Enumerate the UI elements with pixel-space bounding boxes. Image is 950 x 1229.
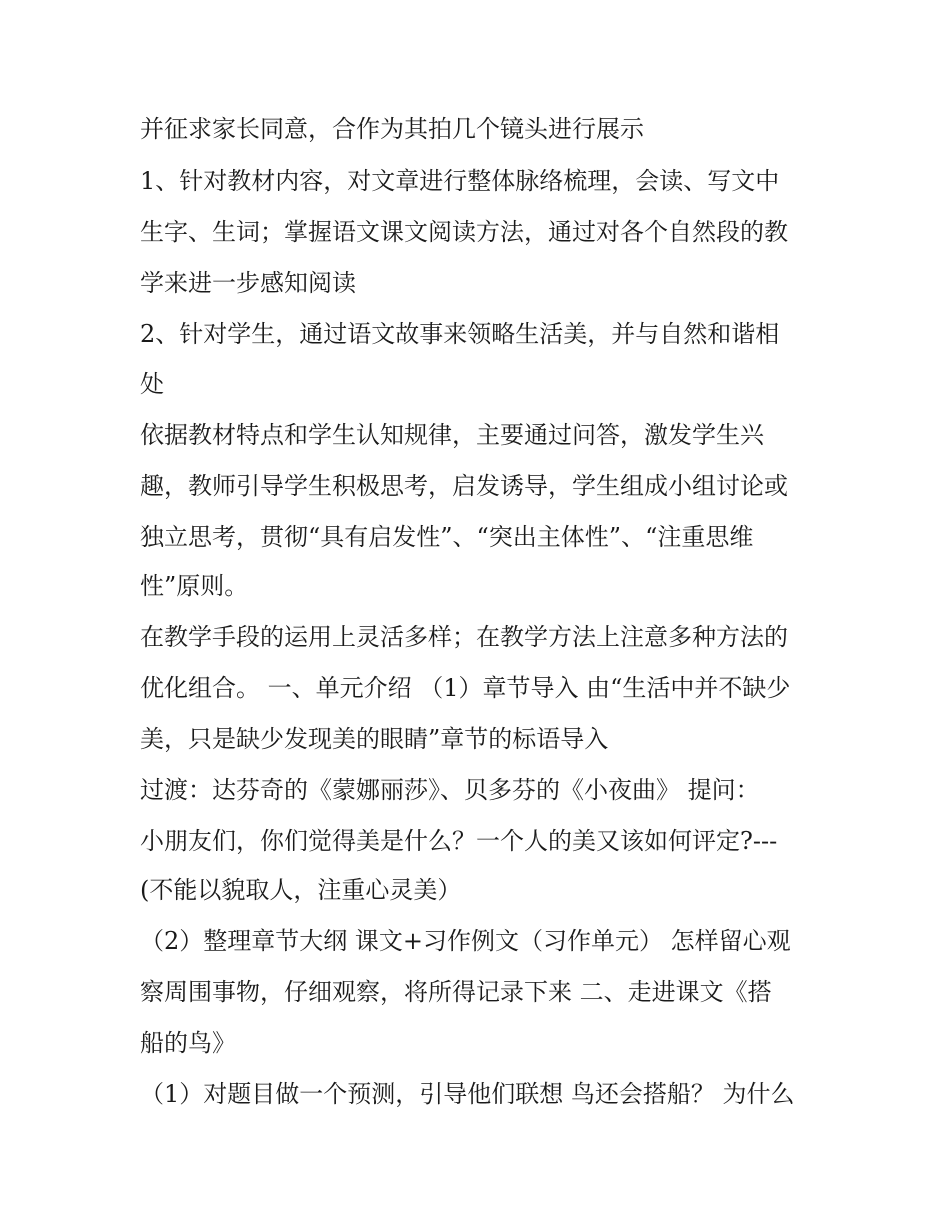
- text-line: 独立思考，贯彻“具有启发性”、“突出主体性”、“注重思维: [140, 523, 754, 551]
- text-line: 2、针对学生，通过语文故事来领略生活美，并与自然和谐相: [140, 320, 780, 348]
- text-line: 性”原则。: [140, 572, 249, 600]
- text-line: 并征求家长同意，合作为其拍几个镜头进行展示: [140, 115, 644, 143]
- text-line: 1、针对教材内容，对文章进行整体脉络梳理，会读、写文中: [140, 167, 780, 195]
- text-line: 小朋友们，你们觉得美是什么？一个人的美又该如何评定?---: [140, 827, 778, 855]
- text-line: 依据教材特点和学生认知规律，主要通过问答，激发学生兴: [140, 421, 764, 449]
- text-line: 过渡：达芬奇的《蒙娜丽莎》、贝多芬的《小夜曲》 提问：: [140, 776, 760, 804]
- text-line: 在教学手段的运用上灵活多样；在教学方法上注意多种方法的: [140, 623, 788, 651]
- text-line: 优化组合。 一、单元介绍 （1）章节导入 由“生活中并不缺少: [140, 674, 791, 702]
- text-line: 处: [140, 370, 164, 398]
- text-line: 学来进一步感知阅读: [140, 269, 356, 297]
- text-line: 生字、生词；掌握语文课文阅读方法，通过对各个自然段的教: [140, 218, 788, 246]
- text-line: （2）整理章节大纲 课文+习作例文（习作单元） 怎样留心观: [140, 927, 791, 955]
- text-line: (不能以貌取人，注重心灵美）: [140, 876, 462, 904]
- text-line: （1）对题目做一个预测，引导他们联想 鸟还会搭船？ 为什么: [140, 1080, 795, 1108]
- text-line: 察周围事物，仔细观察，将所得记录下来 二、走进课文《搭: [140, 978, 772, 1006]
- text-line: 美，只是缺少发现美的眼睛”章节的标语导入: [140, 725, 609, 753]
- text-line: 船的鸟》: [140, 1029, 236, 1057]
- text-line: 趣，教师引导学生积极思考，启发诱导，学生组成小组讨论或: [140, 472, 788, 500]
